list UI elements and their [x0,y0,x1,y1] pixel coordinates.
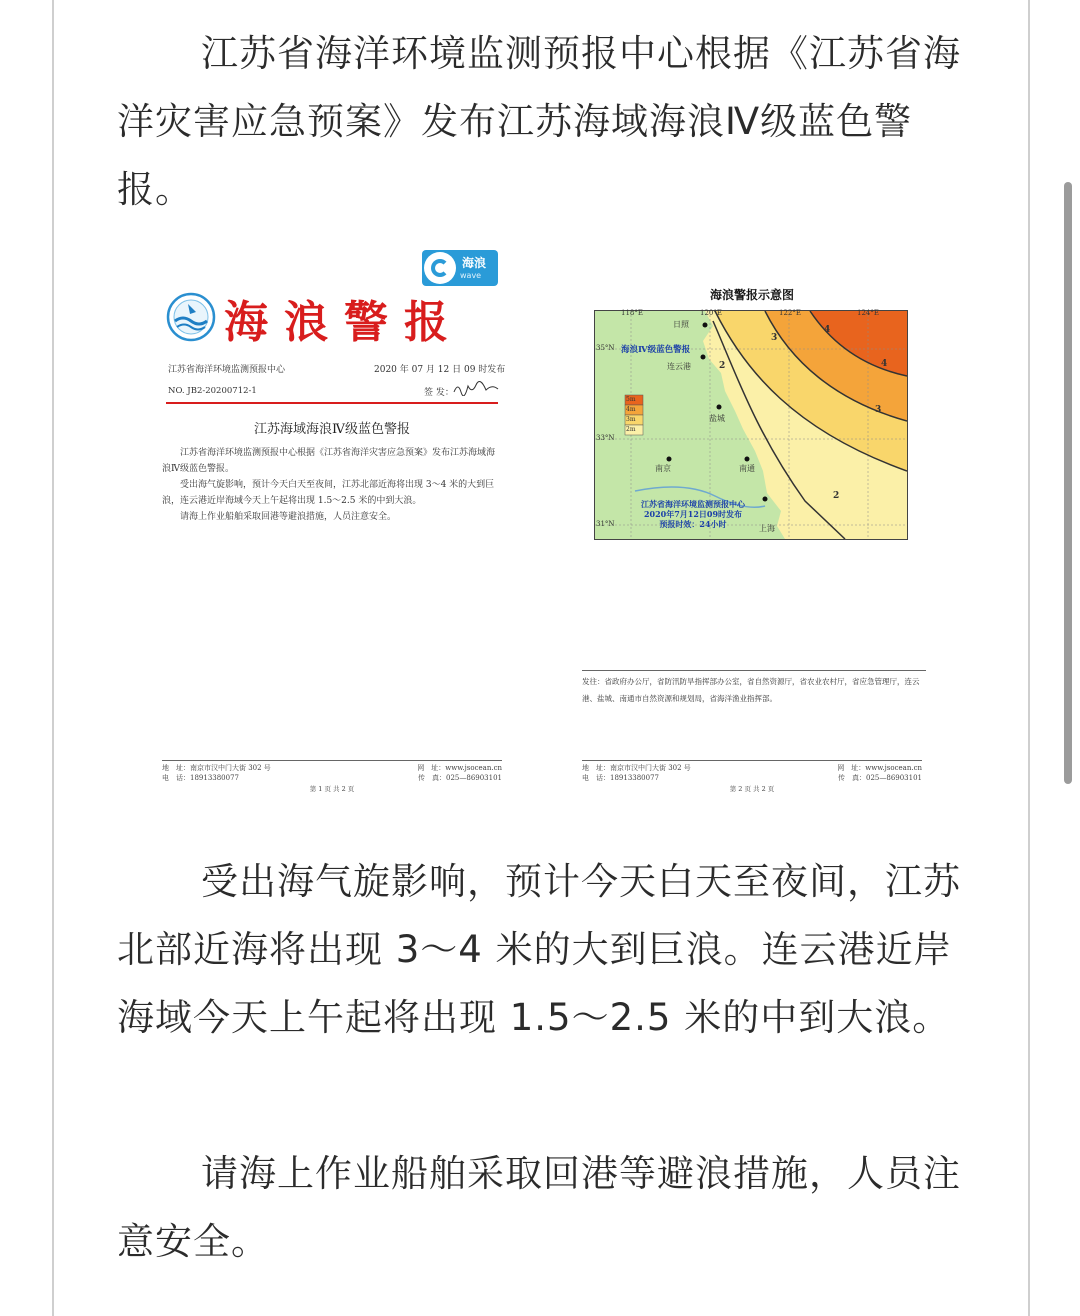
right-border [1028,0,1030,1316]
warning-title: 海浪警报 [224,297,464,348]
legend-label: 3m [626,416,636,423]
page-2-footer [582,760,922,794]
city-label: 盐城 [709,414,725,423]
lon-label: 118°E [621,309,643,317]
wave-warning-map [594,310,908,540]
paragraph-2-text: 受出海气旋影响，预计今天白天至夜间，江苏北部近海将出现 3～4 米的大到巨浪。连云港近岸海域今天上午起将出现 1.5～2.5 米的中到大浪。 [117,860,961,1039]
article-paragraph-1 [117,20,967,224]
paragraph-1-text: 江苏省海洋环境监测预报中心根据《江苏省海洋灾害应急预案》发布江苏海域海浪Ⅳ级蓝色警报。 [117,32,961,211]
wave-icon [424,252,456,284]
lon-label: 124°E [857,309,879,317]
lon-label: 120°E [700,309,722,317]
city-label: 南京 [655,464,671,473]
footer-address: 地 址：南京市汉中门大街 302 号 [582,764,691,772]
footer-phone: 电 话：18913380077 [582,774,659,782]
legend-label: 4m [626,406,636,413]
article-paragraph-2 [117,848,967,1052]
city-label: 上海 [759,524,775,533]
contour-label: 2 [833,491,840,501]
red-divider [166,402,498,404]
body-para-2: 受出海气旋影响，预计今天白天至夜间，江苏北部近海将出现 3～4 米的大到巨浪，连云港近岸海域今天上午起将出现 1.5～2.5 米的中到大浪。 [162,480,495,506]
city-label: 连云港 [667,362,691,371]
distribution-text: 发往：省政府办公厅，省防汛防旱指挥部办公室，省自然资源厅，省农业农村厅，省应急管理厅，连云港、盐城、南通市自然资源和规划局，省海洋渔业指挥部。 [582,677,920,703]
footer-fax: 传 真：025—86903101 [838,774,922,782]
issue-time: 2020 年 07 月 12 日 09 时发布 [374,365,506,375]
left-border [52,0,54,1316]
page-1-footer [162,760,502,794]
wave-logo [422,250,498,286]
issuer: 江苏省海洋环境监测预报中心 [168,365,286,375]
footer-phone: 电 话：18913380077 [162,774,239,782]
logo-en: wave [460,271,482,280]
map-title: 海浪警报示意图 [709,288,794,302]
contour-label: 4 [824,325,831,335]
lat-label: 31°N [596,520,615,528]
stamp-validity: 预报时效：24小时 [659,519,727,529]
contour-label: 2 [719,361,726,371]
stamp-issuer: 江苏省海洋环境监测预报中心 [641,499,745,509]
lon-label: 122°E [779,309,801,317]
footer-page-number: 第 1 页 共 2 页 [309,785,355,793]
ocean-emblem-icon [166,292,216,342]
footer-web: 网 址：www.jsocean.cn [837,764,922,772]
footer-page-number: 第 2 页 共 2 页 [729,785,775,793]
footer-web: 网 址：www.jsocean.cn [417,764,502,772]
sign-label: 签 发： [424,388,454,398]
scrollbar[interactable] [1064,182,1072,784]
warning-doc-page-2[interactable] [572,270,932,805]
alert-label: 海浪Ⅳ级蓝色警报 [621,345,691,355]
paragraph-3-text: 请海上作业船舶采取回港等避浪措施，人员注意安全。 [117,1152,961,1263]
footer-address: 地 址：南京市汉中门大街 302 号 [162,764,271,772]
logo-cn: 海浪 [462,256,487,270]
warning-doc-page-1[interactable] [152,240,512,805]
legend-label: 2m [626,426,636,433]
contour-label: 4 [881,359,888,369]
body-para-3: 请海上作业船舶采取回港等避浪措施，人员注意安全。 [180,512,397,522]
city-label: 南通 [739,464,755,473]
body-para-1: 江苏省海洋环境监测预报中心根据《江苏省海洋灾害应急预案》发布江苏海域海浪Ⅳ级蓝色警报。 [162,448,496,474]
lat-label: 33°N [596,434,615,442]
contour-label: 3 [771,333,778,343]
lat-label: 35°N [596,344,615,352]
signature-icon [452,380,500,396]
warning-body [162,446,502,527]
issuer-stamp [613,499,773,529]
legend-label: 5m [626,396,636,403]
stamp-time: 2020年7月12日09时发布 [643,509,743,519]
article-paragraph-3 [117,1140,967,1276]
warning-heading: 江苏海域海浪Ⅳ级蓝色警报 [254,422,410,437]
distribution-list [582,670,926,707]
contour-label: 3 [875,405,882,415]
city-label: 日照 [673,320,689,329]
footer-fax: 传 真：025—86903101 [418,774,502,782]
doc-number: NO. JB2-20200712-1 [168,386,257,396]
